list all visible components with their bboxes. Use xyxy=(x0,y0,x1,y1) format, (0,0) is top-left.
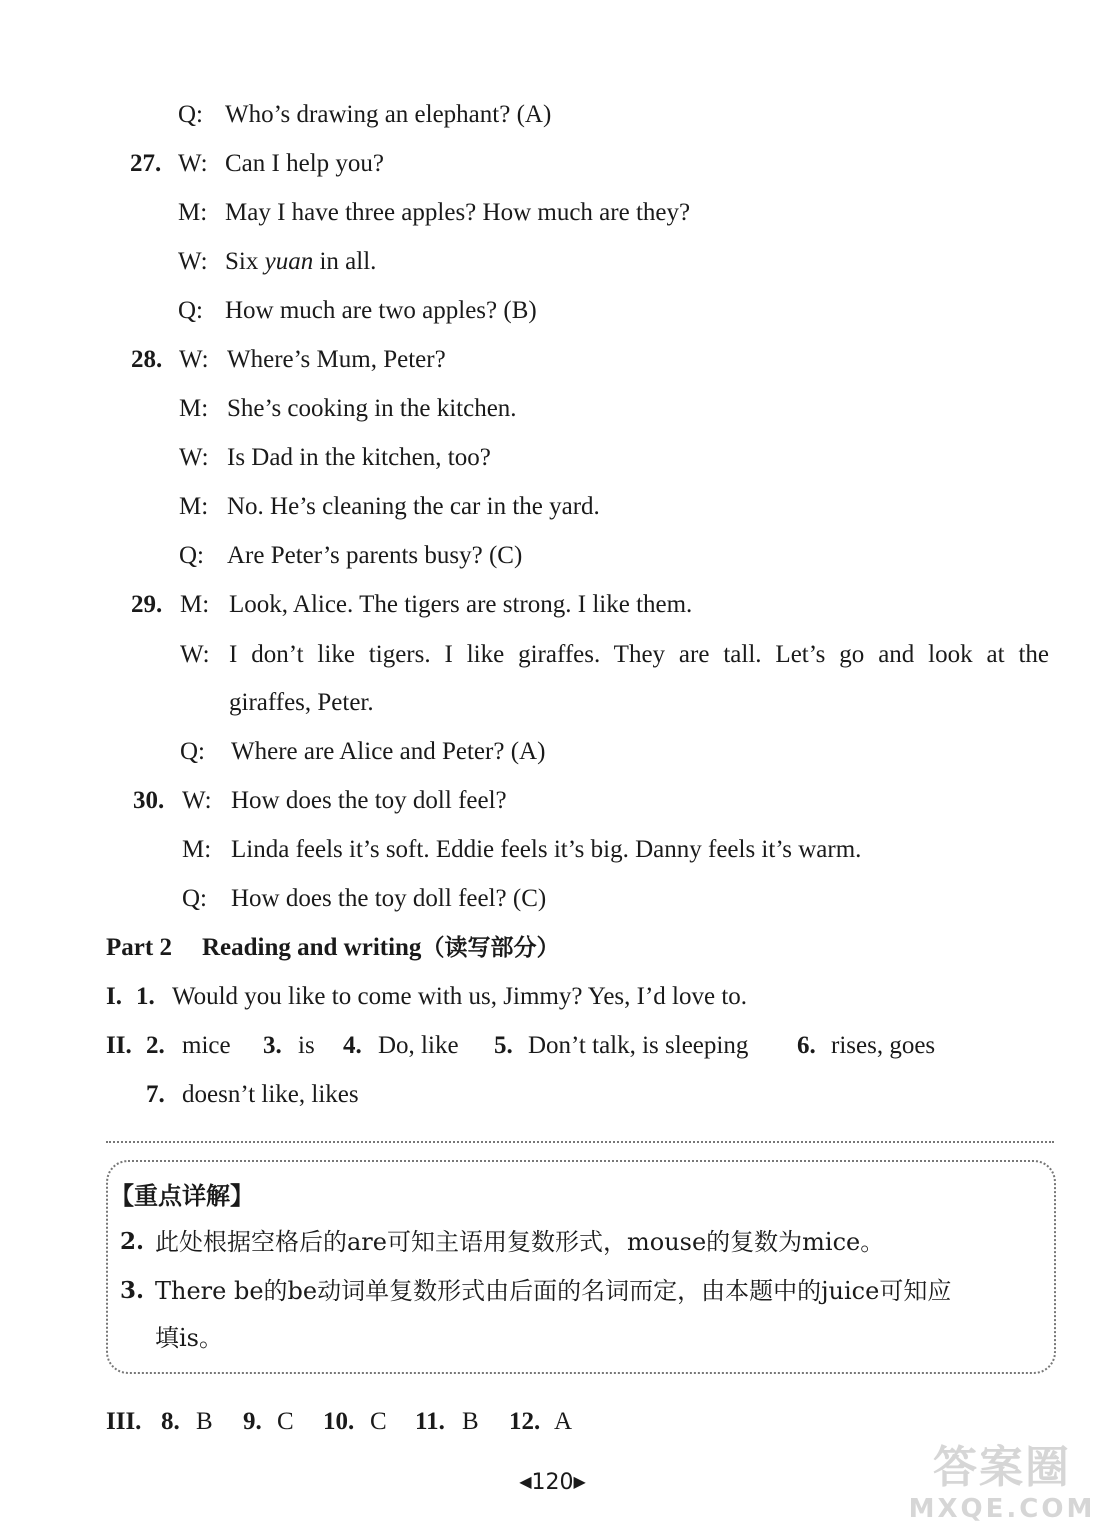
speaker-label: W: xyxy=(179,346,209,373)
note-text: 此处根据空格后的are可知主语用复数形式，mouse的复数为mice。 xyxy=(155,1228,885,1256)
dialogue-line: She’s cooking in the kitchen. xyxy=(227,395,517,422)
question-number: 8. xyxy=(161,1408,180,1435)
answer-text: C xyxy=(277,1408,294,1435)
speaker-label: W: xyxy=(182,787,212,814)
speaker-label: Q: xyxy=(178,297,203,324)
question-number: 30. xyxy=(133,787,165,814)
section-roman: II. xyxy=(106,1032,132,1059)
section-roman: III. xyxy=(106,1408,142,1435)
part-label: Part 2 xyxy=(106,934,172,961)
section-roman: I. xyxy=(106,983,122,1010)
dotted-divider xyxy=(106,1141,1054,1143)
dialogue-line: I don’t like tigers. I like giraffes. They are tall. Let’s go and look at the xyxy=(229,641,1049,668)
page-number-value: 120 xyxy=(531,1470,574,1495)
triangle-right-icon: ▶ xyxy=(573,1472,586,1491)
watermark-logo xyxy=(907,1442,1097,1532)
answer-text: C xyxy=(370,1408,387,1435)
question-number: 2. xyxy=(146,1032,165,1059)
question-number: 4. xyxy=(343,1032,362,1059)
speaker-label: M: xyxy=(179,395,209,422)
question-number: 3. xyxy=(263,1032,282,1059)
question-number: 7. xyxy=(146,1081,165,1108)
answer-text: Do, like xyxy=(378,1032,459,1059)
note-text-continued: 填is。 xyxy=(155,1324,223,1352)
speaker-label: M: xyxy=(180,591,210,618)
dialogue-line: Six yuan in all. xyxy=(225,248,377,275)
question-number: 28. xyxy=(131,346,163,373)
speaker-label: M: xyxy=(182,836,212,863)
speaker-label: W: xyxy=(180,641,210,668)
dialogue-line: How does the toy doll feel? xyxy=(231,787,507,814)
currency-word: yuan xyxy=(264,248,314,275)
answer-text: is xyxy=(298,1032,315,1059)
note-number: 3. xyxy=(120,1277,145,1304)
part-heading xyxy=(106,933,559,963)
answer-text: mice xyxy=(182,1032,231,1059)
part-title-cn: （读写部分） xyxy=(421,935,560,961)
dialogue-line: Where’s Mum, Peter? xyxy=(227,346,446,373)
dialogue-line: How much are two apples? (B) xyxy=(225,297,537,324)
dialogue-line: Is Dad in the kitchen, too? xyxy=(227,444,491,471)
answer-text: Don’t talk, is sleeping xyxy=(528,1032,749,1059)
speaker-label: M: xyxy=(179,493,209,520)
question-number: 29. xyxy=(131,591,163,618)
dialogue-line: Can I help you? xyxy=(225,150,384,177)
watermark-text: 答案圈 xyxy=(933,1442,1071,1493)
dialogue-line: Where are Alice and Peter? (A) xyxy=(231,738,546,765)
speaker-label: Q: xyxy=(182,885,207,912)
speaker-label: Q: xyxy=(179,542,204,569)
question-number: 9. xyxy=(243,1408,262,1435)
speaker-label: Q: xyxy=(178,101,203,128)
dialogue-line: Are Peter’s parents busy? (C) xyxy=(227,542,523,569)
key-points-title: 【重点详解】 xyxy=(110,1182,254,1210)
answer-text: Would you like to come with us, Jimmy? Yes, I’d love to. xyxy=(172,983,748,1010)
note-text: There be的be动词单复数形式由后面的名词而定，由本题中的juice可知应 xyxy=(155,1277,952,1305)
triangle-left-icon: ◀ xyxy=(519,1472,532,1491)
answer-text: B xyxy=(196,1408,213,1435)
dialogue-line: Who’s drawing an elephant? (A) xyxy=(225,101,552,128)
watermark-url: MXQE.COM xyxy=(908,1494,1096,1524)
question-number: 6. xyxy=(797,1032,816,1059)
speaker-label: W: xyxy=(178,150,208,177)
question-number: 5. xyxy=(494,1032,513,1059)
dialogue-line: Linda feels it’s soft. Eddie feels it’s big. Danny feels it’s warm. xyxy=(231,836,862,863)
dialogue-line: No. He’s cleaning the car in the yard. xyxy=(227,493,600,520)
question-number: 12. xyxy=(509,1408,541,1435)
note-number: 2. xyxy=(120,1228,145,1255)
part-title: Reading and writing xyxy=(201,934,422,961)
dialogue-line: How does the toy doll feel? (C) xyxy=(231,885,547,912)
question-number: 11. xyxy=(415,1408,445,1435)
dialogue-line: May I have three apples? How much are they? xyxy=(225,199,691,226)
question-number: 1. xyxy=(136,983,155,1010)
speaker-label: M: xyxy=(178,199,208,226)
speaker-label: Q: xyxy=(180,738,205,765)
question-number: 27. xyxy=(130,150,162,177)
dialogue-line: Look, Alice. The tigers are strong. I like them. xyxy=(229,591,693,618)
dialogue-line: giraffes, Peter. xyxy=(229,689,374,716)
speaker-label: W: xyxy=(178,248,208,275)
speaker-label: W: xyxy=(179,444,209,471)
answer-text: rises, goes xyxy=(831,1032,936,1059)
answer-text: doesn’t like, likes xyxy=(182,1081,359,1108)
answer-text: A xyxy=(554,1408,573,1435)
answer-text: B xyxy=(462,1408,479,1435)
question-number: 10. xyxy=(323,1408,355,1435)
